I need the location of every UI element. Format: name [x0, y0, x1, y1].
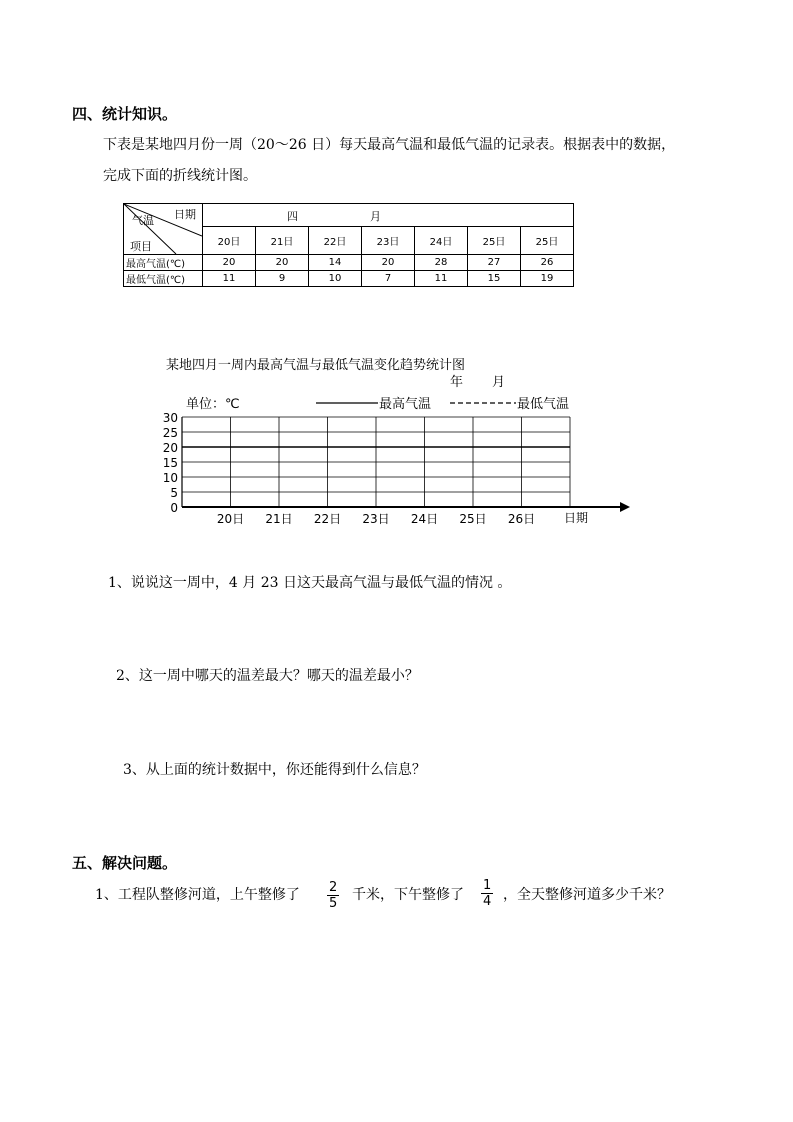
x-tick-labels	[217, 512, 535, 526]
chart-grid	[182, 417, 570, 507]
line-chart	[150, 390, 640, 530]
table-date-cell: 20日	[203, 227, 256, 255]
table-high-cell: 26	[521, 255, 574, 271]
table-low-row	[124, 271, 574, 287]
fraction-2-denominator: 4	[483, 894, 492, 909]
corner-temp-label: 气温	[132, 214, 154, 227]
x-axis-label: 日期	[564, 511, 589, 525]
chart-title: 某地四月一周内最高气温与最低气温变化趋势统计图	[166, 358, 466, 373]
table-low-cell: 19	[521, 271, 574, 287]
table-high-cell: 20	[256, 255, 309, 271]
table-high-cell: 20	[362, 255, 415, 271]
fraction-two-fifths	[327, 880, 339, 912]
x-tick-label: 26日	[507, 512, 536, 526]
legend-low-label: 最低气温	[517, 397, 570, 412]
table-high-cell: 28	[415, 255, 468, 271]
question-3: 3、从上面的统计数据中，你还能得到什么信息？	[123, 762, 426, 778]
unit-label: 单位：℃	[186, 397, 240, 412]
fraction-1-denominator: 5	[329, 896, 338, 911]
section-4-title: 四、统计知识。	[72, 105, 178, 123]
table-date-cell: 24日	[415, 227, 468, 255]
table-date-cell: 21日	[256, 227, 309, 255]
temperature-record-table	[123, 203, 574, 287]
table-low-cell: 7	[362, 271, 415, 287]
table-date-cell: 25日	[521, 227, 574, 255]
chart-subtitle-month: 月	[492, 375, 506, 390]
x-tick-label: 24日	[410, 512, 439, 526]
table-low-cell: 9	[256, 271, 309, 287]
question-2: 2、这一周中哪天的温差最大？哪天的温差最小？	[116, 668, 419, 684]
y-tick-label: 30	[162, 411, 178, 425]
x-axis-arrow	[620, 502, 630, 512]
table-low-cell: 15	[468, 271, 521, 287]
problem-1-part-b: 千米，下午整修了	[352, 887, 464, 903]
legend-high-label: 最高气温	[379, 397, 432, 412]
y-tick-labels	[163, 411, 178, 515]
table-month-header	[203, 204, 574, 227]
table-low-cell: 10	[309, 271, 362, 287]
chart-axes	[182, 417, 630, 512]
table-date-cell: 25日	[468, 227, 521, 255]
y-tick-label: 20	[162, 441, 178, 455]
question-1: 1、说说这一周中，4 月 23 日这天最高气温与最低气温的情况 。	[108, 575, 512, 591]
x-tick-label: 22日	[313, 512, 342, 526]
problem-1-part-c: ，全天整修河道多少千米？	[503, 887, 671, 903]
y-tick-label: 10	[162, 471, 178, 485]
table-low-cell: 11	[415, 271, 468, 287]
corner-item-label: 项目	[130, 240, 152, 253]
low-temp-label: 最低气温(℃)	[124, 271, 203, 287]
table-corner-cell	[124, 204, 203, 255]
month-char-yue: 月	[370, 210, 381, 223]
fraction-one-fourth	[481, 878, 493, 910]
fraction-1-numerator: 2	[329, 880, 338, 895]
corner-date-label: 日期	[174, 208, 196, 221]
x-tick-label: 23日	[362, 512, 390, 526]
table-high-cell: 14	[309, 255, 362, 271]
y-tick-label: 15	[162, 456, 178, 470]
table-date-cell: 22日	[309, 227, 362, 255]
month-char-si: 四	[287, 210, 298, 223]
chart-subtitle-year: 年	[450, 375, 464, 390]
problem-1-part-a: 1、工程队整修河道，上午整修了	[95, 887, 300, 903]
y-tick-label: 25	[162, 426, 178, 440]
y-tick-label: 5	[170, 486, 178, 500]
fraction-2-numerator: 1	[483, 878, 492, 893]
section-4-intro-line1: 下表是某地四月份一周（20～26 日）每天最高气温和最低气温的记录表。根据表中的数据，	[103, 137, 676, 153]
table-high-cell: 27	[468, 255, 521, 271]
table-high-row	[124, 255, 574, 271]
y-tick-label: 0	[170, 501, 178, 515]
table-high-cell: 20	[203, 255, 256, 271]
x-tick-label: 21日	[265, 512, 293, 526]
x-tick-label: 20日	[216, 512, 245, 526]
x-tick-label: 25日	[459, 512, 487, 526]
table-low-cell: 11	[203, 271, 256, 287]
table-date-cell: 23日	[362, 227, 415, 255]
section-5-title: 五、解决问题。	[72, 854, 178, 872]
section-4-intro-line2: 完成下面的折线统计图。	[103, 168, 257, 184]
high-temp-label: 最高气温(℃)	[124, 255, 203, 271]
